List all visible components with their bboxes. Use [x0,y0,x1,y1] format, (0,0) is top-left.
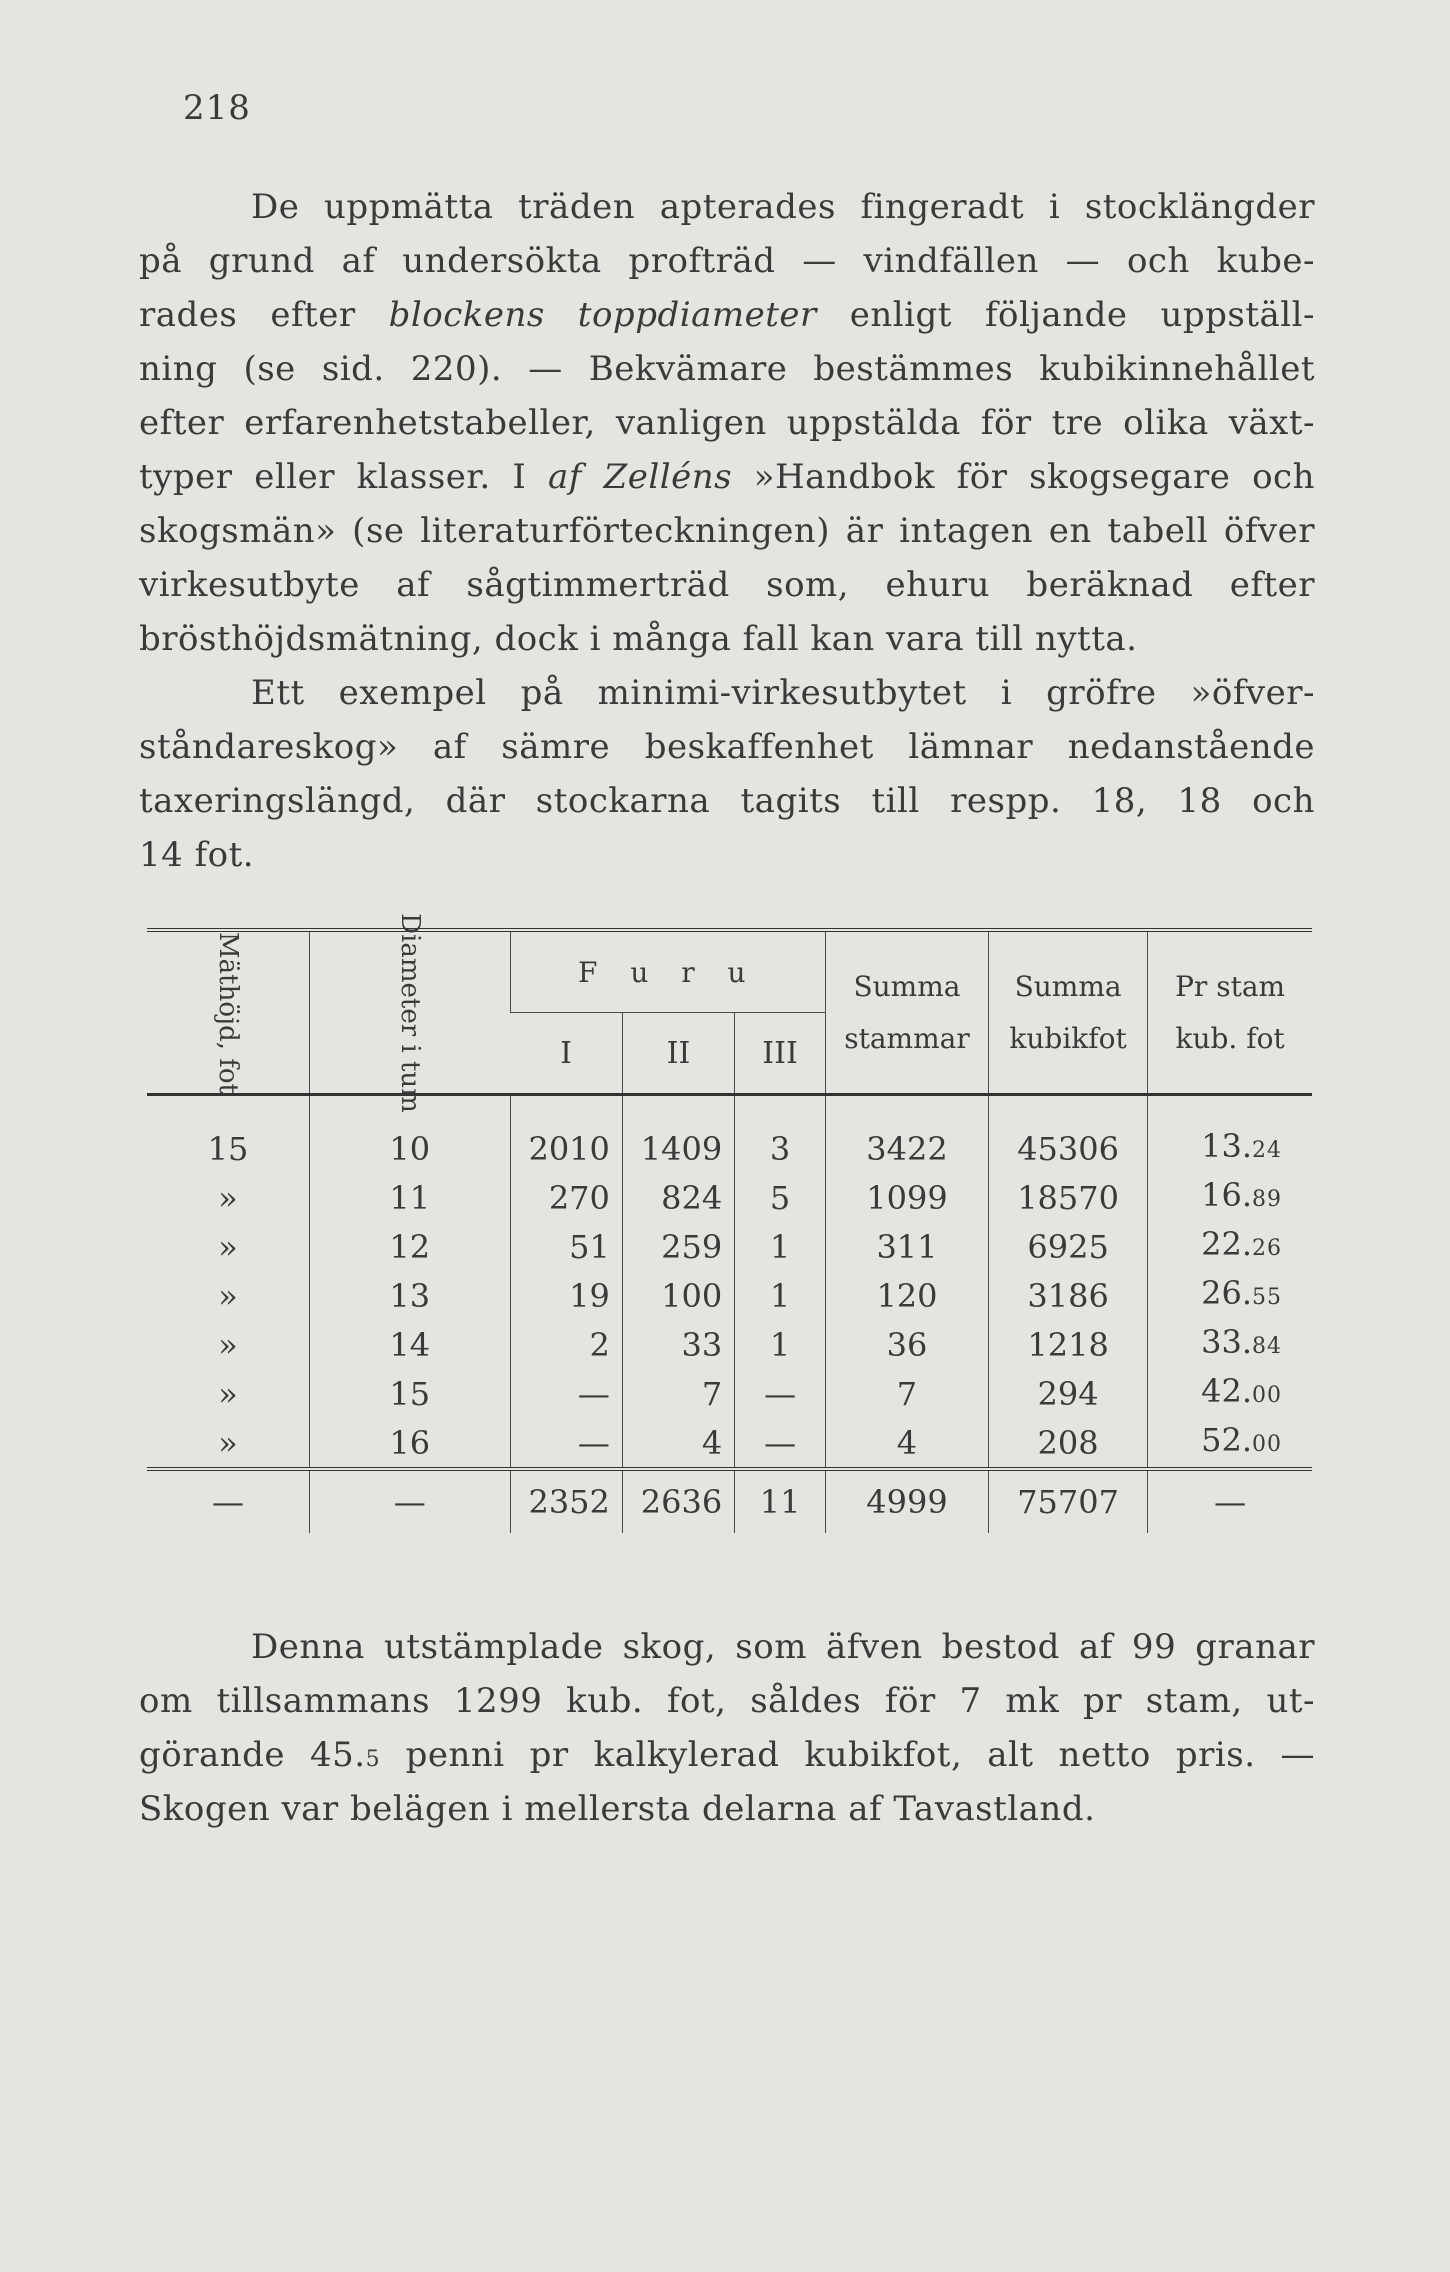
cell-furu-2: 100 [622,1271,734,1320]
text-line: rades efter blockens toppdiameter enligt följande uppställ- [139,295,1316,335]
cell-summa-kubikfot: 45306 [989,1095,1148,1174]
cell-summa-kubikfot: 6925 [989,1222,1148,1271]
cell-summa-kubikfot: 18570 [989,1173,1148,1222]
paragraph-3 [139,1620,1315,1836]
cell-summa-kubikfot: 1218 [989,1320,1148,1369]
cell-pr-stam: 42.00 [1148,1369,1312,1418]
header-furu-class-2: II [622,1013,734,1095]
cell-diameter: 10 [309,1095,510,1174]
cell-summa-kubikfot: 208 [989,1418,1148,1469]
cell-pr-stam: 22.26 [1148,1222,1312,1271]
total-furu-1: 2352 [510,1469,622,1533]
text-line: typer eller klasser. I af Zelléns »Handbok för skogsegare och [139,457,1315,497]
header-furu-class-1: I [510,1013,622,1095]
cell-furu-1: 2010 [510,1095,622,1174]
cell-matthojd: » [218,1178,238,1217]
text-line: Ett exempel på minimi-virkesutbytet i gröfre »öfver- [251,673,1315,713]
cell-pr-stam: 33.84 [1148,1320,1312,1369]
cell-furu-2: 7 [622,1369,734,1418]
table-body [147,1095,1312,1470]
cell-diameter: 12 [309,1222,510,1271]
cell-matthojd: » [218,1325,238,1364]
header-furu: F u r u [510,930,825,1013]
cell-pr-stam: 26.55 [1148,1271,1312,1320]
cell-diameter: 14 [309,1320,510,1369]
cell-pr-stam: 13.24 [1148,1095,1312,1174]
header-furu-class-3: III [735,1013,826,1095]
text-line: Denna utstämplade skog, som äfven bestod af 99 granar [251,1627,1315,1667]
totals-row [147,1469,1312,1533]
cell-furu-3: 1 [735,1271,826,1320]
total-summa-kubikfot: 75707 [989,1469,1148,1533]
total-height: — [147,1469,309,1533]
cell-diameter: 13 [309,1271,510,1320]
total-pr-stam: — [1148,1469,1312,1533]
table-row [147,1271,1312,1320]
cell-furu-2: 259 [622,1222,734,1271]
cell-furu-1: 51 [510,1222,622,1271]
table-row [147,1369,1312,1418]
paragraph-1 [139,180,1315,666]
text-line: efter erfarenhetstabeller, vanligen uppstälda för tre olika växt- [139,403,1315,443]
cell-furu-1: 2 [510,1320,622,1369]
cell-diameter: 15 [309,1369,510,1418]
header-matthojd: Mäthöjd, fot [147,930,309,1095]
header-summa-kubikfot: Summa kubikfot [989,930,1148,1095]
cell-furu-2: 824 [622,1173,734,1222]
cell-diameter: 11 [309,1173,510,1222]
cell-furu-3: — [735,1369,826,1418]
taxation-table [147,912,1312,1533]
cell-matthojd: 15 [207,1129,249,1168]
table-row [147,1173,1312,1222]
cell-furu-3: 5 [735,1173,826,1222]
text-line: brösthöjdsmätning, dock i många fall kan vara till nytta. [139,619,1138,659]
header-summa-stammar: Summa stammar [825,930,988,1095]
cell-summa-stammar: 7 [825,1369,988,1418]
cell-matthojd: » [218,1276,238,1315]
cell-pr-stam: 52.00 [1148,1418,1312,1469]
text-line: ståndareskog» af sämre beskaffenhet lämnar nedanstående [139,727,1315,767]
table-row [147,1320,1312,1369]
text-line: skogsmän» (se literaturförteckningen) är intagen en tabell öfver [139,511,1315,551]
table-row [147,1222,1312,1271]
cell-matthojd: » [218,1423,238,1462]
cell-furu-3: 1 [735,1320,826,1369]
cell-furu-3: 3 [735,1095,826,1174]
table-row [147,1095,1312,1174]
cell-summa-stammar: 1099 [825,1173,988,1222]
cell-matthojd: » [218,1374,238,1413]
paragraph-2 [139,666,1315,882]
text-line: De uppmätta träden apterades fingeradt i stocklängder [251,187,1315,227]
cell-matthojd: » [218,1227,238,1266]
cell-furu-1: — [510,1418,622,1469]
cell-summa-kubikfot: 294 [989,1369,1148,1418]
cell-summa-stammar: 311 [825,1222,988,1271]
text-line: görande 45.5 penni pr kalkylerad kubikfot, alt netto pris. — [139,1735,1315,1775]
cell-summa-kubikfot: 3186 [989,1271,1148,1320]
cell-furu-3: 1 [735,1222,826,1271]
text-line: taxeringslängd, där stockarna tagits till respp. 18, 18 och [139,781,1315,821]
cell-furu-1: — [510,1369,622,1418]
cell-summa-stammar: 4 [825,1418,988,1469]
cell-furu-2: 1409 [622,1095,734,1174]
total-furu-2: 2636 [622,1469,734,1533]
cell-summa-stammar: 3422 [825,1095,988,1174]
total-summa-stammar: 4999 [825,1469,988,1533]
total-furu-3: 11 [735,1469,826,1533]
cell-furu-2: 33 [622,1320,734,1369]
cell-pr-stam: 16.89 [1148,1173,1312,1222]
text-line: virkesutbyte af sågtimmerträd som, ehuru beräknad efter [139,565,1315,605]
cell-furu-1: 19 [510,1271,622,1320]
header-diameter: Diameter i tum [309,930,510,1095]
text-line: på grund af undersökta profträd — vindfällen — och kube- [139,241,1315,281]
cell-furu-3: — [735,1418,826,1469]
text-line: Skogen var belägen i mellersta delarna af Tavastland. [139,1789,1096,1829]
cell-summa-stammar: 120 [825,1271,988,1320]
table-row [147,1418,1312,1469]
cell-diameter: 16 [309,1418,510,1469]
page-number: 218 [183,88,251,128]
text-line: 14 fot. [139,835,255,875]
text-line: ning (se sid. 220). — Bekvämare bestämmes kubikinnehållet [139,349,1315,389]
cell-summa-stammar: 36 [825,1320,988,1369]
text-line: om tillsammans 1299 kub. fot, såldes för 7 mk pr stam, ut- [139,1681,1315,1721]
total-diameter: — [309,1469,510,1533]
header-pr-stam: Pr stam kub. fot [1148,930,1312,1095]
cell-furu-1: 270 [510,1173,622,1222]
cell-furu-2: 4 [622,1418,734,1469]
